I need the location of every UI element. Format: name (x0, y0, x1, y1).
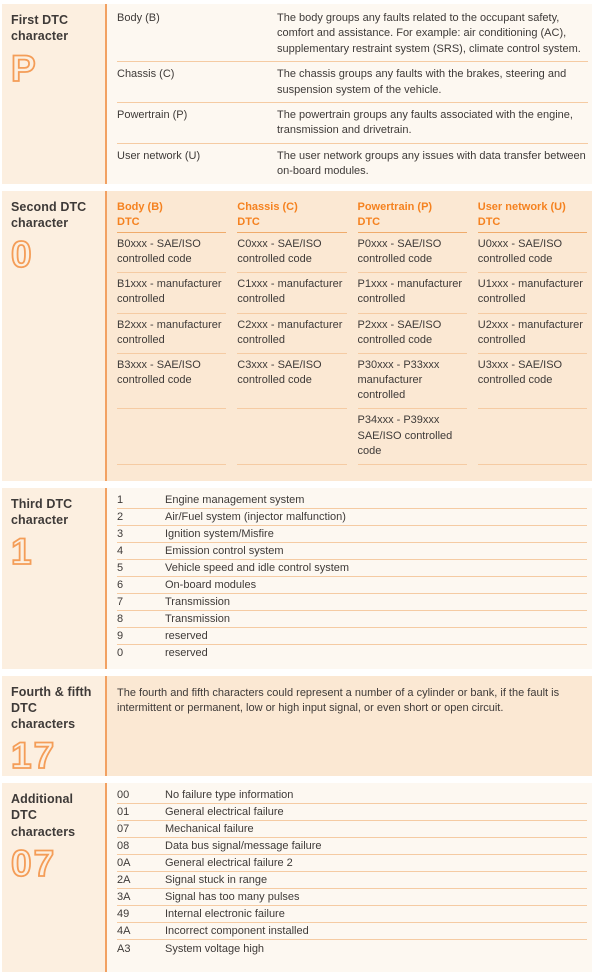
item-description: Data bus signal/message failure (165, 840, 322, 853)
column-header-chassis (237, 200, 346, 233)
section-fourth-content (105, 676, 592, 777)
item-description: Transmission (165, 595, 230, 608)
dtc-char-glyph-p: P (11, 47, 38, 89)
item-code: 4 (117, 544, 124, 557)
list-item (117, 906, 587, 923)
item-description: Incorrect component installed (165, 925, 309, 938)
code-cell: U2xxx - manufacturer controlled (478, 314, 587, 354)
item-description: No failure type information (165, 789, 294, 802)
item-code: 2A (117, 874, 131, 887)
column-header-body (117, 200, 226, 233)
item-description: Emission control system (165, 544, 284, 557)
item-code: 4A (117, 925, 131, 938)
item-description: Signal stuck in range (165, 874, 268, 887)
list-item (117, 509, 587, 526)
list-item (117, 628, 587, 645)
list-item (117, 855, 587, 872)
item-code: 07 (117, 823, 130, 836)
column-header-line: User network (U) (477, 200, 566, 213)
item-code: 00 (117, 789, 130, 802)
list-item (117, 872, 587, 889)
list-item (117, 611, 587, 628)
item-description: General electrical failure 2 (165, 857, 293, 870)
section-second-dtc-character (2, 191, 592, 481)
item-code: 7 (117, 595, 124, 608)
category-description: The chassis groups any faults with the brakes, steering and suspension system of the vehicle. (277, 68, 567, 96)
list-item (117, 889, 587, 906)
category-name: Body (B) (117, 12, 160, 24)
item-code: 8 (117, 612, 124, 625)
section-fourth-label: Fourth & fifth DTC characters (11, 684, 92, 732)
list-item (117, 526, 587, 543)
list-item (117, 645, 587, 662)
code-cell: C3xxx - SAE/ISO controlled code (237, 354, 346, 410)
first-char-rows (107, 4, 592, 184)
list-item (117, 543, 587, 560)
fourth-fifth-description: The fourth and fifth characters could represent a number of a cylinder or bank, if the fault is intermittent or permanent, low or high input signal, or even short or open circuit. (117, 686, 560, 715)
code-cell: C1xxx - manufacturer controlled (237, 273, 346, 313)
item-description: Internal electronic failure (165, 908, 285, 921)
list-item (117, 577, 587, 594)
section-second-side (2, 191, 105, 481)
list-item (117, 804, 587, 821)
item-description: General electrical failure (165, 806, 284, 819)
column-header-line: DTC (477, 215, 501, 228)
item-code: 2 (117, 510, 124, 523)
section-first-label: First DTC character (11, 13, 69, 44)
table-row (117, 103, 588, 144)
list-item (117, 940, 587, 957)
dtc-char-glyph-17: 17 (11, 735, 57, 777)
item-code: 01 (117, 806, 130, 819)
item-code: 0 (117, 647, 124, 660)
section-additional-dtc-characters (2, 783, 592, 972)
section-second-content (105, 191, 592, 481)
code-cell: P30xxx - P33xxx manufacturer controlled (358, 354, 467, 410)
third-char-list (107, 488, 592, 662)
section-first-content (105, 4, 592, 184)
code-cell: U0xxx - SAE/ISO controlled code (478, 233, 587, 273)
list-item (117, 838, 587, 855)
list-item (117, 560, 587, 577)
list-item (117, 492, 587, 509)
code-cell (237, 409, 346, 465)
section-fifth-label: Additional DTC characters (11, 792, 76, 839)
column-header-user-network (478, 200, 587, 233)
list-item (117, 594, 587, 611)
section-third-content (105, 488, 592, 669)
section-third-label: Third DTC character (11, 496, 73, 527)
item-description: reserved (165, 629, 208, 642)
item-code: 0A (117, 857, 131, 870)
item-description: Engine management system (165, 493, 305, 506)
column-header-line: Chassis (C) (237, 200, 298, 213)
code-cell: P0xxx - SAE/ISO controlled code (358, 233, 467, 273)
item-code: 08 (117, 840, 130, 853)
code-cell: B0xxx - SAE/ISO controlled code (117, 233, 226, 273)
column-header-line: DTC (357, 215, 381, 228)
dtc-char-glyph-1: 1 (11, 531, 34, 573)
item-description: On-board modules (165, 578, 257, 591)
category-name: Chassis (C) (117, 68, 175, 81)
code-cell: B1xxx - manufacturer controlled (117, 273, 226, 313)
item-code: 5 (117, 561, 124, 574)
code-cell: C0xxx - SAE/ISO controlled code (237, 233, 346, 273)
code-cell: B3xxx - SAE/ISO controlled code (117, 354, 226, 410)
list-item (117, 923, 587, 940)
item-description: reserved (165, 647, 208, 660)
item-code: 1 (117, 493, 124, 506)
item-code: 9 (117, 629, 124, 642)
category-name: User network (U) (117, 149, 201, 162)
section-first-side (2, 4, 105, 184)
section-fifth-content (105, 783, 592, 972)
section-fourth-fifth-dtc-characters (2, 676, 592, 777)
column-header-line: Powertrain (P) (357, 200, 433, 213)
code-cell: P34xxx - P39xxx SAE/ISO controlled code (358, 409, 467, 465)
additional-char-list (107, 783, 592, 957)
code-cell: U3xxx - SAE/ISO controlled code (478, 354, 587, 410)
item-code: A3 (117, 942, 131, 955)
category-description: The powertrain groups any faults associated with the engine, transmission and drivetrain. (277, 108, 573, 137)
item-description: Vehicle speed and idle control system (165, 561, 350, 574)
code-cell: P2xxx - SAE/ISO controlled code (358, 314, 467, 354)
table-row (117, 144, 588, 184)
code-cell: P1xxx - manufacturer controlled (358, 273, 467, 313)
item-code: 3 (117, 527, 124, 540)
code-cell: B2xxx - manufacturer controlled (117, 314, 226, 354)
item-description: Mechanical failure (165, 823, 254, 836)
code-cell (117, 409, 226, 465)
section-third-side (2, 488, 105, 669)
section-third-dtc-character (2, 488, 592, 669)
section-fifth-side (2, 783, 105, 972)
column-header-line: DTC (117, 215, 140, 228)
dtc-char-glyph-07: 07 (11, 842, 57, 884)
code-cell (478, 409, 587, 465)
column-header-line: DTC (237, 215, 260, 228)
dtc-code-grid (107, 191, 592, 465)
category-name: Powertrain (P) (117, 108, 188, 121)
column-header-line: Body (B) (117, 200, 163, 213)
item-description: System voltage high (165, 942, 265, 955)
column-header-powertrain (358, 200, 467, 233)
dtc-char-glyph-0: 0 (11, 234, 34, 276)
list-item (117, 821, 587, 838)
section-first-dtc-character (2, 4, 592, 184)
item-description: Signal has too many pulses (165, 891, 300, 904)
code-cell: U1xxx - manufacturer controlled (478, 273, 587, 313)
item-description: Air/Fuel system (injector malfunction) (165, 510, 346, 523)
item-code: 3A (117, 891, 131, 904)
table-row (117, 62, 588, 103)
item-description: Transmission (165, 612, 230, 625)
item-code: 49 (117, 908, 130, 921)
item-description: Ignition system/Misfire (165, 527, 274, 540)
item-code: 6 (117, 578, 124, 591)
category-description: The body groups any faults related to the occupant safety, comfort and assistance. For example: air conditioning (AC), supplementary restraint system (SRS), climate control system. (277, 12, 581, 55)
category-description: The user network groups any issues with data transfer between on-board modules. (277, 149, 586, 178)
code-cell: C2xxx - manufacturer controlled (237, 314, 346, 354)
table-row (117, 6, 588, 62)
list-item (117, 787, 587, 804)
section-second-label: Second DTC character (11, 199, 87, 230)
section-fourth-side (2, 676, 105, 777)
